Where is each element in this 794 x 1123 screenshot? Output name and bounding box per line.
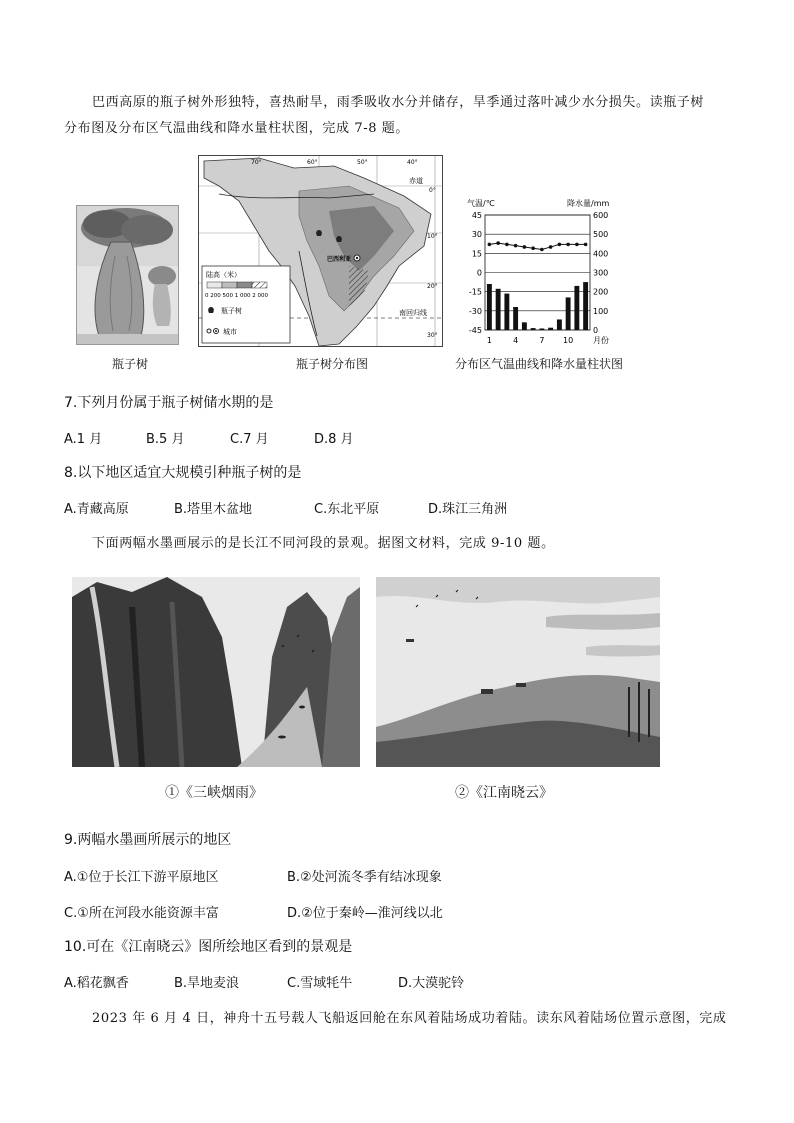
intro-2: 下面两幅水墨画展示的是长江不同河段的景观。据图文材料，完成 9-10 题。 xyxy=(92,536,555,551)
q9-option-b[interactable]: B.②处河流冬季有结冰现象 xyxy=(287,870,442,885)
q10-option-a[interactable]: A.稻花飘香 xyxy=(64,976,129,991)
legend-tree-icon xyxy=(208,307,214,313)
legend-scale: 0 200 500 1 000 2 000 xyxy=(205,293,268,299)
intro-line-2: 分布图及分布区气温曲线和降水量柱状图，完成 7-8 题。 xyxy=(64,121,409,136)
temp-tick-label: -15 xyxy=(468,287,482,297)
precip-bar xyxy=(504,294,509,330)
intro-3: 2023 年 6 月 4 日，神舟十五号载人飞船返回舱在东风着陆场成功着陆。读东风着陆场位置示意图，完成 xyxy=(92,1011,727,1026)
caption-painting-1: ①《三峡烟雨》 xyxy=(165,785,263,801)
precip-bar xyxy=(496,289,501,330)
map-lon-60: 60° xyxy=(307,159,318,166)
temp-point xyxy=(523,245,527,249)
legend-tree-label: 瓶子树 xyxy=(221,307,242,315)
precip-tick-label: 0 xyxy=(593,326,599,335)
month-tick-label: 4 xyxy=(513,336,519,345)
temp-point xyxy=(496,241,500,245)
temp-point xyxy=(575,243,579,247)
caption-map: 瓶子树分布图 xyxy=(296,357,369,371)
precip-tick-label: 600 xyxy=(593,211,609,220)
bottle-tree-distribution-map xyxy=(198,155,443,347)
chart-ylabel-left: 气温/℃ xyxy=(467,199,495,208)
precip-tick-label: 200 xyxy=(593,287,609,297)
month-tick-label: 1 xyxy=(486,336,492,345)
q7-stem: 7.下列月份属于瓶子树储水期的是 xyxy=(64,395,274,411)
bottle-tree-photo xyxy=(76,205,179,345)
temp-point xyxy=(488,243,492,247)
q7-option-c[interactable]: C.7 月 xyxy=(230,432,269,447)
precip-bar xyxy=(522,322,527,330)
legend-title: 陆高（米） xyxy=(206,271,241,279)
climate-chart xyxy=(455,195,625,350)
caption-tree: 瓶子树 xyxy=(112,357,149,371)
map-lat-0: 0° xyxy=(429,187,436,194)
temp-tick-label: 15 xyxy=(471,249,482,259)
q8-stem: 8.以下地区适宜大规模引种瓶子树的是 xyxy=(64,465,302,481)
precip-bar xyxy=(557,319,562,330)
temp-tick-label: 30 xyxy=(471,230,482,240)
map-lat-20: 20° xyxy=(427,283,438,290)
q7-option-b[interactable]: B.5 月 xyxy=(146,432,185,447)
map-lon-50: 50° xyxy=(357,159,368,166)
precip-bar xyxy=(583,282,588,330)
q8-option-d[interactable]: D.珠江三角洲 xyxy=(428,502,508,517)
map-city-label: 巴西利亚 xyxy=(327,256,352,263)
map-lat-30: 30° xyxy=(427,332,438,339)
temp-point xyxy=(584,243,588,247)
q8-option-a[interactable]: A.青藏高原 xyxy=(64,502,129,517)
precip-tick-label: 300 xyxy=(593,268,609,278)
q9-stem: 9.两幅水墨画所展示的地区 xyxy=(64,832,232,848)
month-tick-label: 10 xyxy=(563,336,574,345)
caption-painting-2: ②《江南晓云》 xyxy=(455,785,553,801)
map-lon-70: 70° xyxy=(251,159,262,166)
painting-jiangnan-clouds xyxy=(376,577,660,767)
legend-city-label: 城市 xyxy=(223,328,237,336)
temp-point xyxy=(549,245,553,249)
q10-option-b[interactable]: B.旱地麦浪 xyxy=(174,976,240,991)
legend-city-icon xyxy=(207,329,211,333)
q10-option-c[interactable]: C.雪域牦牛 xyxy=(287,976,353,991)
precip-bar xyxy=(566,297,571,330)
temp-point xyxy=(531,246,535,250)
caption-climate: 分布区气温曲线和降水量柱状图 xyxy=(455,357,624,371)
q9-option-c[interactable]: C.①所在河段水能资源丰富 xyxy=(64,906,219,921)
temp-point xyxy=(566,243,570,247)
temp-point xyxy=(558,243,562,247)
intro-line-1: 巴西高原的瓶子树外形独特，喜热耐旱，雨季吸收水分并储存，旱季通过落叶减少水分损失。读瓶子树 xyxy=(92,95,705,110)
map-lon-40: 40° xyxy=(407,159,418,166)
q7-option-d[interactable]: D.8 月 xyxy=(314,432,354,447)
temp-point xyxy=(540,248,544,252)
map-equator-label: 赤道 xyxy=(409,177,423,185)
precip-tick-label: 400 xyxy=(593,249,609,259)
temp-point xyxy=(514,244,518,248)
precip-bar xyxy=(531,328,536,330)
q7-option-a[interactable]: A.1 月 xyxy=(64,432,103,447)
q9-option-a[interactable]: A.①位于长江下游平原地区 xyxy=(64,870,219,885)
painting-three-gorges xyxy=(72,577,360,767)
q10-option-d[interactable]: D.大漠驼铃 xyxy=(398,976,465,991)
map-lat-10: 10° xyxy=(427,233,438,240)
precip-bar xyxy=(539,328,544,330)
map-tropic-label: 南回归线 xyxy=(399,309,427,317)
chart-ylabel-right: 降水量/mm xyxy=(567,199,610,208)
temp-tick-label: -30 xyxy=(468,306,482,316)
precip-bar xyxy=(574,286,579,330)
temp-tick-label: 0 xyxy=(476,268,482,278)
precip-bar xyxy=(487,284,492,330)
q9-option-d[interactable]: D.②位于秦岭—淮河线以北 xyxy=(287,906,443,921)
q10-stem: 10.可在《江南晓云》图所绘地区看到的景观是 xyxy=(64,939,353,955)
month-tick-label: 7 xyxy=(539,336,545,345)
precip-bar xyxy=(513,307,518,330)
q8-option-c[interactable]: C.东北平原 xyxy=(314,502,380,517)
precip-tick-label: 100 xyxy=(593,306,609,316)
temp-tick-label: 45 xyxy=(471,211,482,220)
temperature-line xyxy=(489,243,585,249)
temp-tick-label: -45 xyxy=(468,326,482,335)
precip-tick-label: 500 xyxy=(593,230,609,240)
temp-point xyxy=(505,243,509,247)
precip-bar xyxy=(548,328,553,330)
q8-option-b[interactable]: B.塔里木盆地 xyxy=(174,502,253,517)
chart-xlabel: 月份 xyxy=(593,336,609,345)
